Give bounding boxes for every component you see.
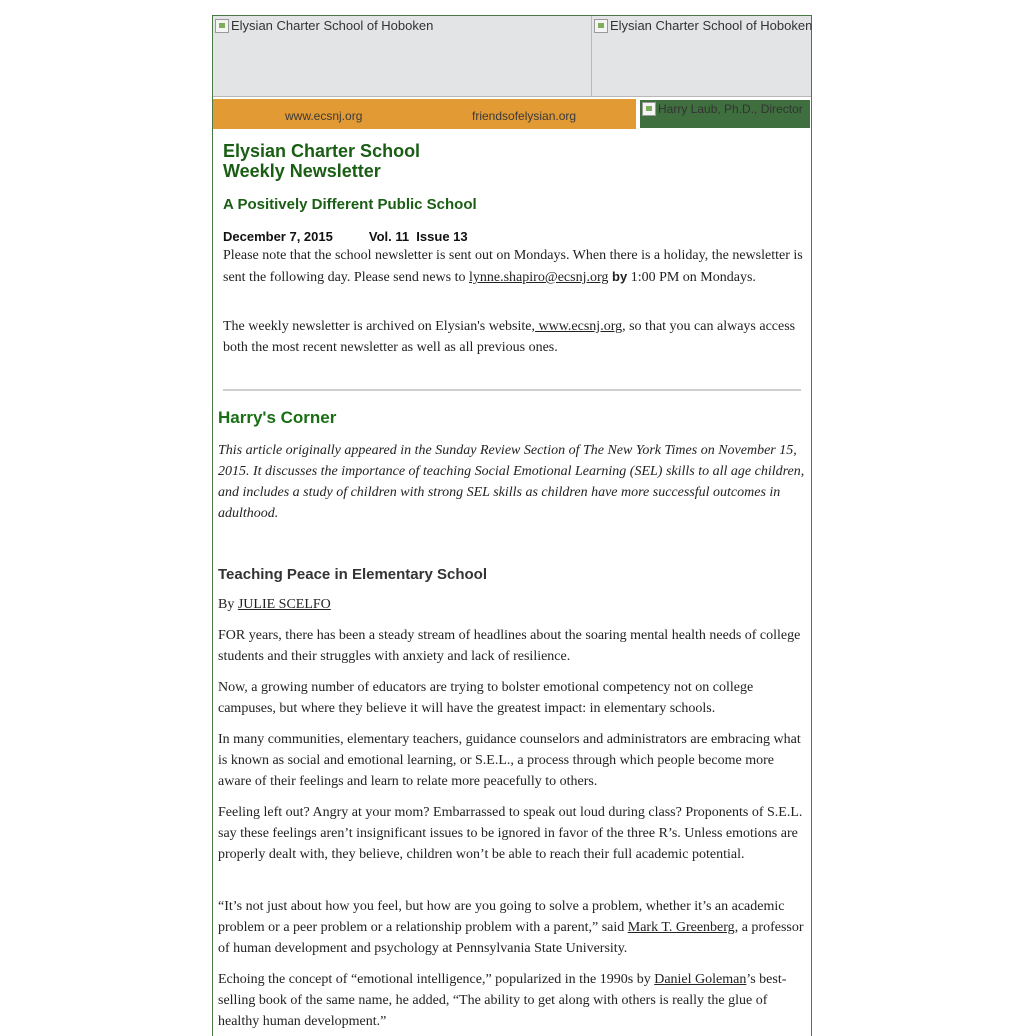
author-link[interactable]: JULIE SCELFO — [237, 597, 331, 612]
issue-volume: Vol. 11 Issue 13 — [368, 229, 468, 244]
title-line-2: Weekly Newsletter — [223, 161, 381, 181]
article-paragraph: Now, a growing number of educators are trying to bolster emotional competency not on college campuses, but where they believe it will have the greatest impact: in elementary schools. — [218, 680, 754, 716]
article-paragraph — [218, 896, 808, 959]
schedule-note — [223, 245, 803, 288]
header-image-left-alt: Elysian Charter School of Hoboken — [231, 18, 434, 33]
broken-image-icon — [594, 19, 608, 33]
archive-note-text: The weekly newsletter is archived on Elysian's website, — [223, 319, 535, 334]
title-line-1: Elysian Charter School — [223, 141, 421, 161]
archive-note-end: , so that you can always access both the most recent newsletter as well as all previous ones. — [223, 319, 796, 355]
schedule-note-time: 1:00 PM on Mondays. — [627, 270, 756, 285]
header-image-right-alt: Elysian Charter School of Hoboken — [610, 18, 813, 33]
link-ecsnj[interactable]: www.ecsnj.org — [285, 109, 363, 123]
section-divider — [223, 389, 801, 391]
article-byline — [218, 594, 808, 615]
quote-text: “It’s not just about how you feel, but how are you going to solve a problem, whether it’s an academic problem or a peer problem or a relationship problem with a parent,” said — [218, 899, 785, 935]
issue-dateline — [223, 229, 468, 244]
link-friends-of-elysian[interactable]: friendsofelysian.org — [472, 109, 577, 123]
tagline: A Positively Different Public School — [223, 196, 477, 213]
newsletter-title — [223, 141, 420, 181]
email-link[interactable]: lynne.shapiro@ecsnj.org — [469, 270, 609, 285]
byline-label: By — [218, 597, 238, 612]
schedule-note-by: by — [608, 269, 628, 284]
goleman-link[interactable]: Daniel Goleman — [654, 972, 747, 987]
article-paragraph — [218, 969, 808, 1032]
header-image-left — [213, 16, 592, 97]
archive-note — [223, 316, 803, 358]
article-title: Teaching Peace in Elementary School — [218, 566, 487, 583]
director-image — [640, 100, 810, 128]
harrys-corner-heading: Harry's Corner — [218, 408, 337, 427]
broken-image-icon — [215, 19, 229, 33]
article-paragraph: Feeling left out? Angry at your mom? Embarrassed to speak out loud during class? Proponents of S.E.L. say these feelings aren’t insignificant issues to be ignored in favor of the three R’s. Unless emotions are properly dealt with, they believe, children won’t be able to reach their full academic potential. — [218, 805, 803, 862]
corner-intro: This article originally appeared in the Sunday Review Section of The New York Times on November 15, 2015. It discusses the importance of teaching Social Emotional Learning (SEL) skills to all age children, and includes a study of children with strong SEL skills as children have more successful outcomes in adulthood. — [218, 443, 805, 521]
issue-date: December 7, 2015 — [223, 229, 333, 244]
schedule-note-text: Please note that the school newsletter is sent out on Mondays. When there is a holiday, the newsletter is sent the following day. Please send news to — [223, 248, 803, 285]
director-image-alt: Harry Laub, Ph.D., Director — [658, 102, 803, 116]
quote-text-end: , a professor of human development and psychology at Pennsylvania State University. — [218, 920, 804, 956]
article-paragraph: FOR years, there has been a steady stream of headlines about the soaring mental health needs of college students and their struggles with anxiety and lack of resilience. — [218, 628, 801, 664]
broken-image-icon — [642, 102, 656, 116]
goleman-text-end: ’s best-selling book of the same name, he added, “The ability to get along with others is really the glue of healthy human development.” — [218, 972, 787, 1029]
greenberg-link[interactable]: Mark T. Greenberg — [627, 920, 735, 935]
links-bar — [213, 99, 636, 129]
goleman-text: Echoing the concept of “emotional intelligence,” popularized in the 1990s by — [218, 972, 655, 987]
newsletter-container — [212, 15, 812, 1036]
header-image-right — [592, 16, 811, 97]
article-paragraph: In many communities, elementary teachers, guidance counselors and administrators are embracing what is known as social and emotional learning, or S.E.L., a process through which people become more aware of their feelings and learn to relate more peacefully to others. — [218, 732, 801, 789]
website-link[interactable]: www.ecsnj.org — [535, 319, 623, 334]
